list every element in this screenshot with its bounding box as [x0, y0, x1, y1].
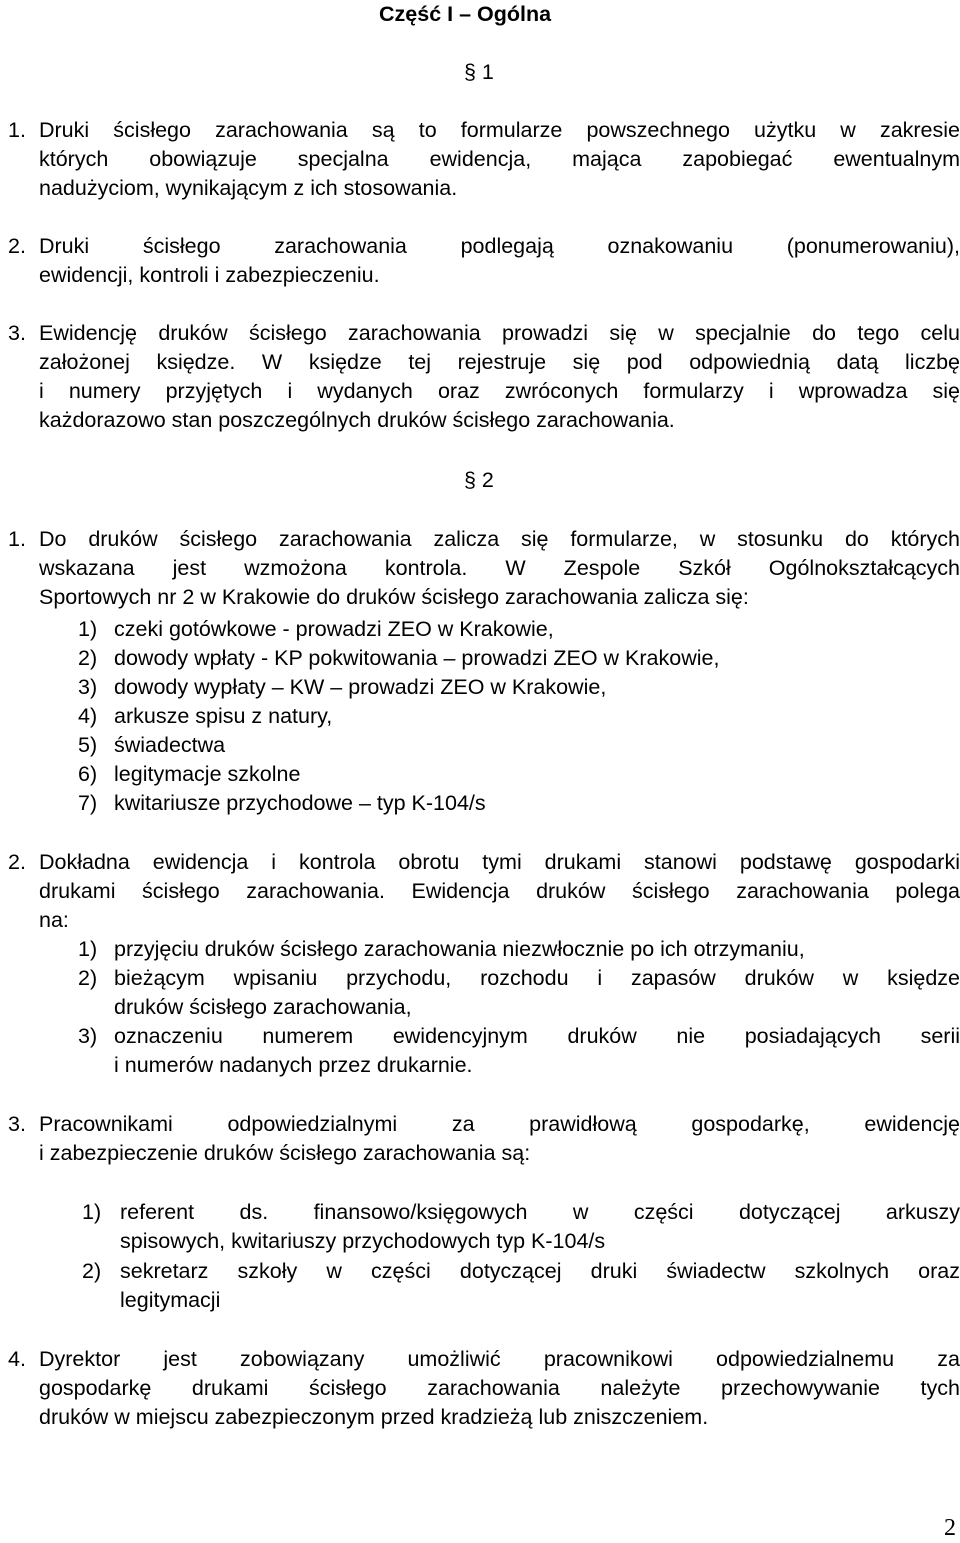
list-item-text: legitymacji [120, 1288, 221, 1312]
paragraph-line: Druki ścisłego zarachowania podlegają oznakowaniu (ponumerowaniu), [39, 234, 960, 258]
paragraph-line: nadużyciom, wynikającym z ich stosowania. [39, 176, 458, 200]
paragraph-line: założonej księdze. W księdze tej rejestruje się pod odpowiednią datą liczbę [39, 350, 960, 374]
list-item-number: 4) [78, 704, 98, 728]
paragraph-line: których obowiązuje specjalna ewidencja, mająca zapobiegać ewentualnym [39, 147, 960, 171]
list-item-text: dowody wypłaty – KW – prowadzi ZEO w Krakowie, [114, 675, 607, 699]
list-item-number: 2) [82, 1259, 102, 1283]
list-item-text: przyjęciu druków ścisłego zarachowania niezwłocznie po ich otrzymaniu, [114, 937, 805, 961]
list-item-number: 2) [78, 966, 98, 990]
list-item-text: bieżącym wpisaniu przychodu, rozchodu i zapasów druków w księdze [114, 966, 960, 990]
list-item-text: kwitariusze przychodowe – typ K-104/s [114, 791, 486, 815]
paragraph-line: gospodarkę drukami ścisłego zarachowania należyte przechowywanie tych [39, 1376, 960, 1400]
paragraph-line: druków w miejscu zabezpieczonym przed kradzieżą lub zniszczeniem. [39, 1405, 709, 1429]
list-item-text: oznaczeniu numerem ewidencyjnym druków nie posiadających serii [114, 1024, 960, 1048]
paragraph-number: 1. [8, 527, 26, 551]
paragraph-line: Pracownikami odpowiedzialnymi za prawidłową gospodarkę, ewidencję [39, 1112, 960, 1136]
list-item-text: sekretarz szkoły w części dotyczącej druki świadectw szkolnych oraz [120, 1259, 960, 1283]
list-item-text: legitymacje szkolne [114, 762, 301, 786]
paragraph-number: 3. [8, 321, 26, 345]
list-item-text: dowody wpłaty - KP pokwitowania – prowadzi ZEO w Krakowie, [114, 646, 720, 670]
list-item-text: arkusze spisu z natury, [114, 704, 333, 728]
list-item-number: 2) [78, 646, 98, 670]
list-item-number: 7) [78, 791, 98, 815]
paragraph-number: 2. [8, 850, 26, 874]
list-item-number: 1) [78, 617, 98, 641]
paragraph-number: 1. [8, 118, 26, 142]
list-item-number: 5) [78, 733, 98, 757]
section-header-1: § 1 [464, 60, 494, 84]
list-item-text: referent ds. finansowo/księgowych w części dotyczącej arkuszy [120, 1200, 960, 1224]
paragraph-number: 4. [8, 1347, 26, 1371]
paragraph-line: i zabezpieczenie druków ścisłego zarachowania są: [39, 1141, 531, 1165]
list-item-text: spisowych, kwitariuszy przychodowych typ K-104/s [120, 1229, 606, 1253]
paragraph-line: Sportowych nr 2 w Krakowie do druków ścisłego zarachowania zalicza się: [39, 585, 749, 609]
list-item-text: i numerów nadanych przez drukarnie. [114, 1053, 473, 1077]
list-item-number: 6) [78, 762, 98, 786]
paragraph-line: na: [39, 908, 69, 932]
paragraph-line: każdorazowo stan poszczególnych druków ścisłego zarachowania. [39, 408, 675, 432]
list-item-number: 1) [82, 1200, 102, 1224]
list-item-text: świadectwa [114, 733, 226, 757]
paragraph-line: Dokładna ewidencja i kontrola obrotu tymi drukami stanowi podstawę gospodarki [39, 850, 960, 874]
paragraph-line: drukami ścisłego zarachowania. Ewidencja druków ścisłego zarachowania polega [39, 879, 960, 903]
paragraph-line: i numery przyjętych i wydanych oraz zwróconych formularzy i wprowadza się [39, 379, 960, 403]
list-item-number: 3) [78, 1024, 98, 1048]
part-title: Część I – Ogólna [379, 2, 552, 26]
paragraph-line: Do druków ścisłego zarachowania zalicza się formularze, w stosunku do których [39, 527, 960, 551]
paragraph-number: 3. [8, 1112, 26, 1136]
list-item-number: 3) [78, 675, 98, 699]
page-number: 2 [944, 1515, 956, 1541]
paragraph-line: Dyrektor jest zobowiązany umożliwić pracownikowi odpowiedzialnemu za [39, 1347, 960, 1371]
paragraph-number: 2. [8, 234, 26, 258]
list-item-text: druków ścisłego zarachowania, [114, 995, 412, 1019]
list-item-number: 1) [78, 937, 98, 961]
list-item-text: czeki gotówkowe - prowadzi ZEO w Krakowie, [114, 617, 554, 641]
paragraph-line: wskazana jest wzmożona kontrola. W Zespole Szkół Ogólnokształcących [39, 556, 960, 580]
paragraph-line: Ewidencję druków ścisłego zarachowania prowadzi się w specjalnie do tego celu [39, 321, 960, 345]
section-header-2: § 2 [464, 468, 494, 492]
paragraph-line: Druki ścisłego zarachowania są to formularze powszechnego użytku w zakresie [39, 118, 960, 142]
paragraph-line: ewidencji, kontroli i zabezpieczeniu. [39, 263, 380, 287]
